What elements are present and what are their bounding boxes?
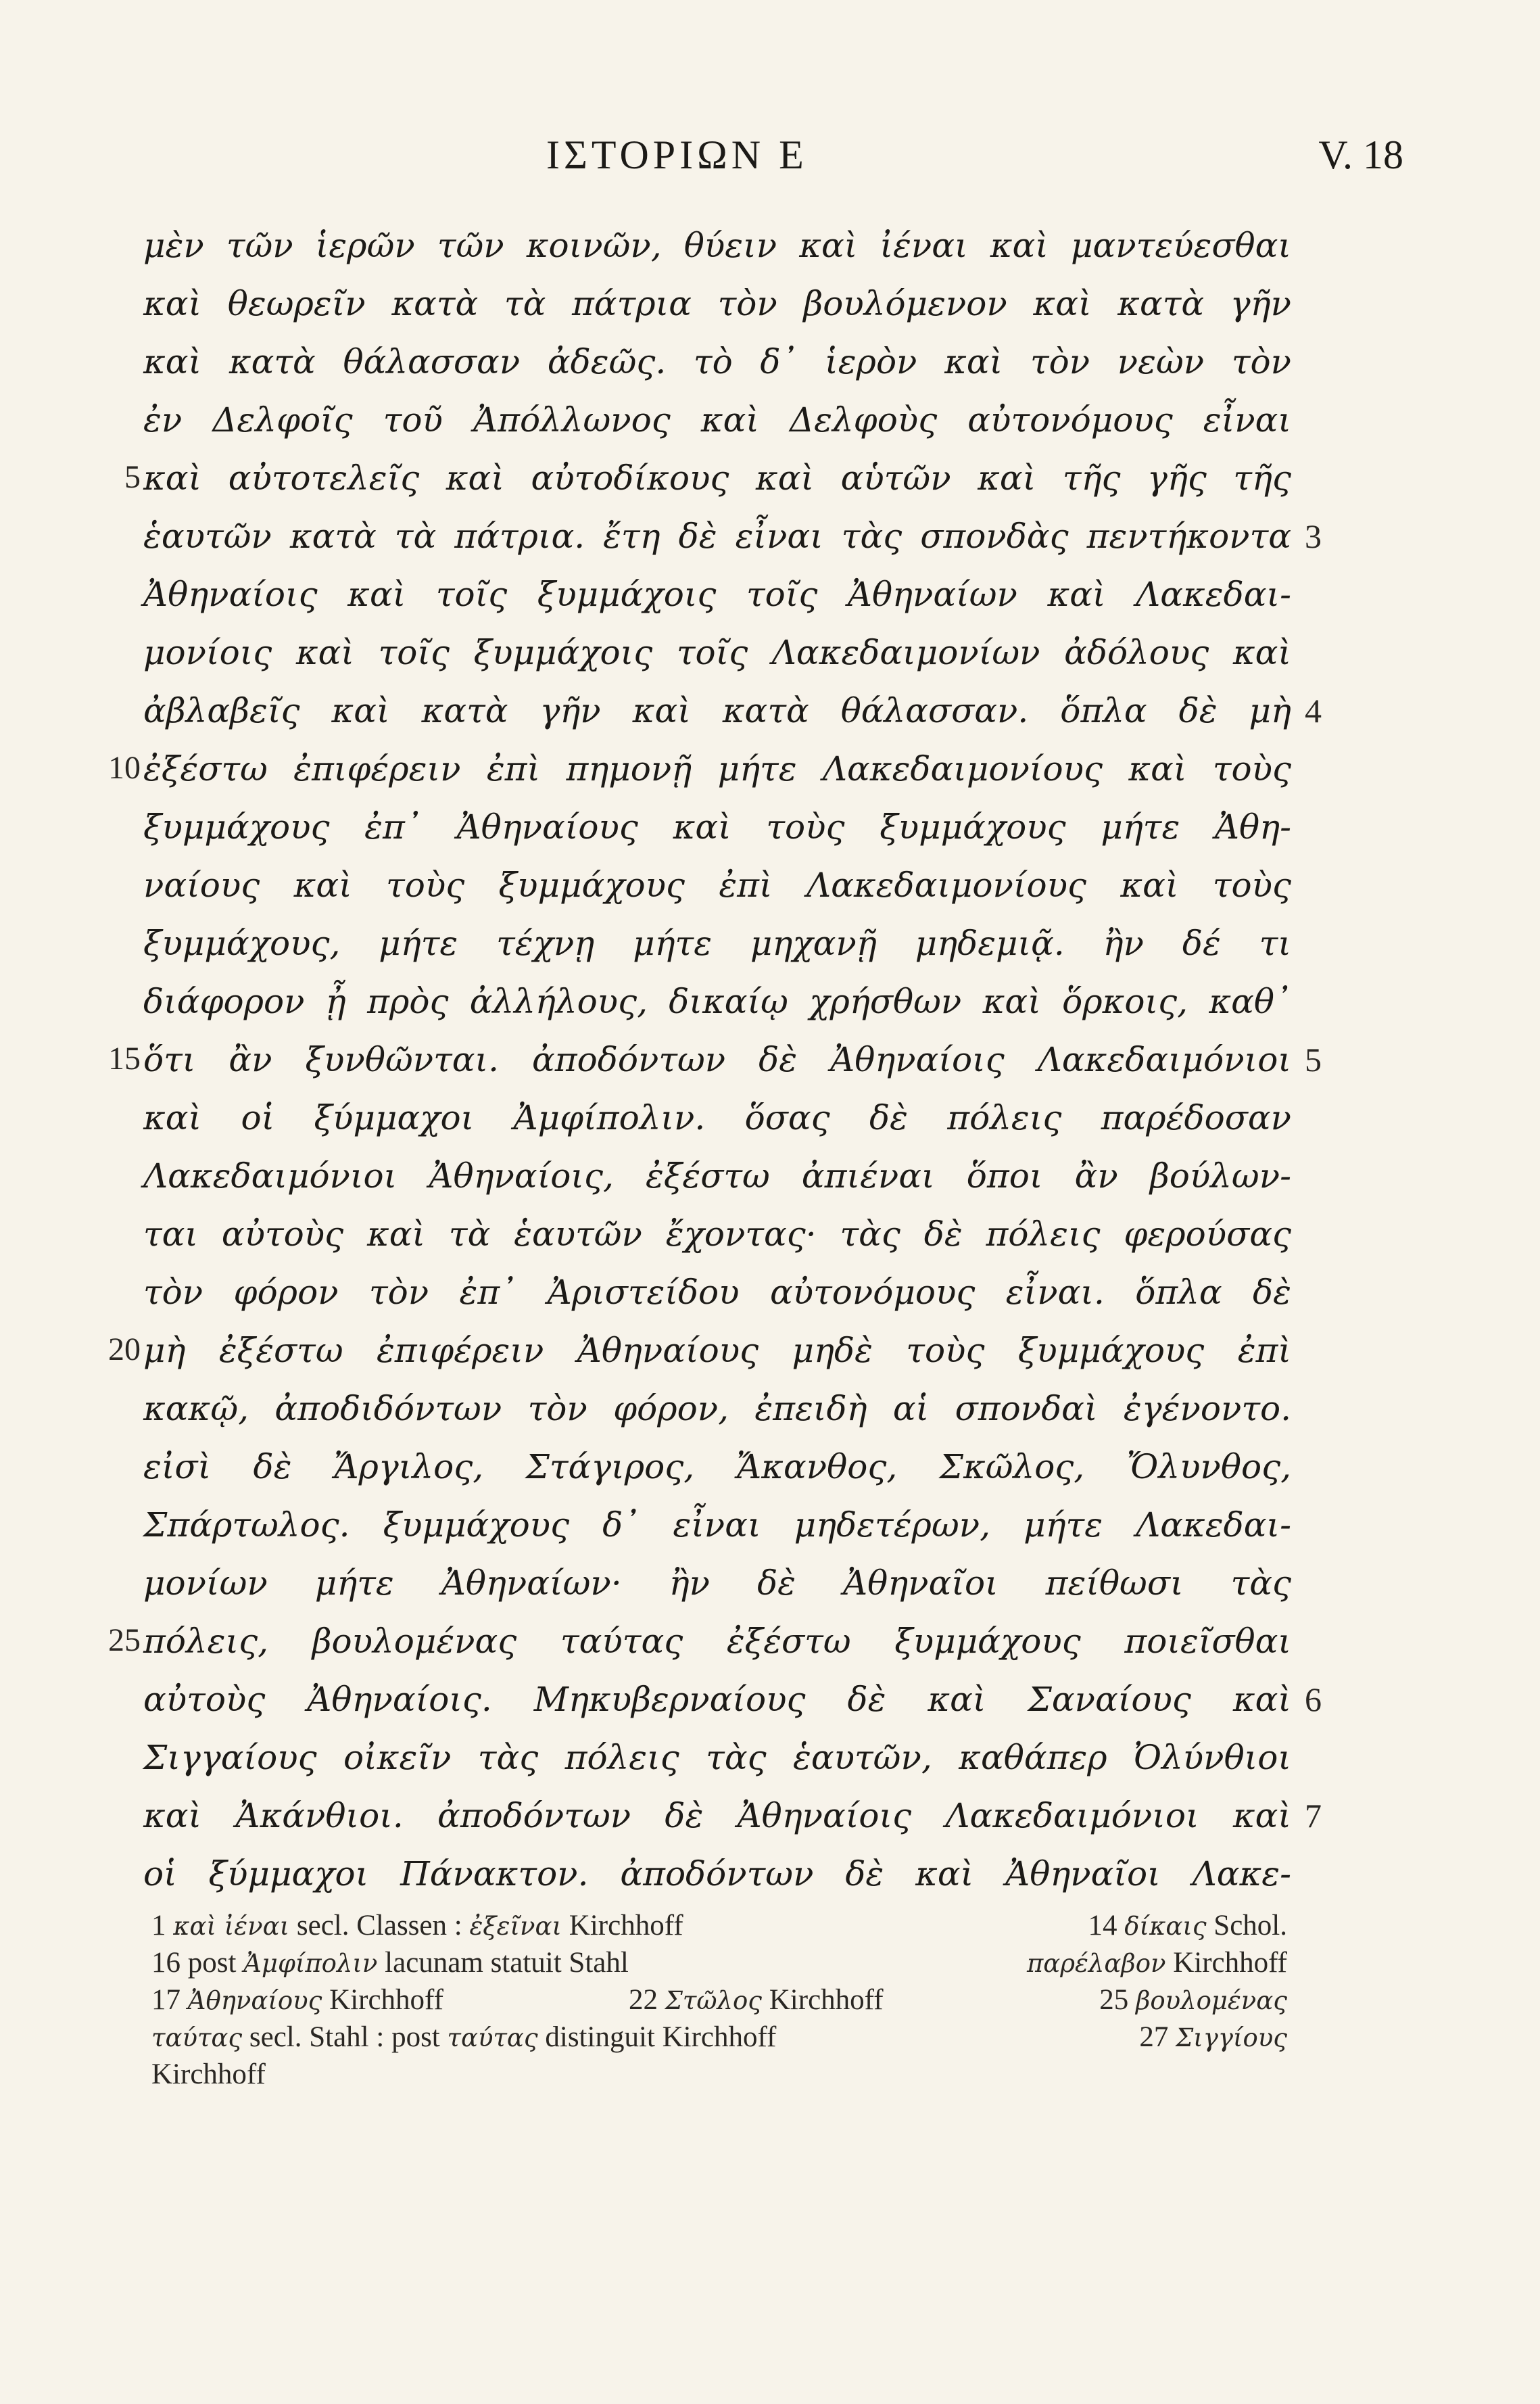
line-text: ξυμμάχους ἐπ᾽ Ἀθηναίους καὶ τοὺς ξυμμάχους μήτε Ἀθη- <box>143 807 1291 847</box>
line-text: τὸν φόρον τὸν ἐπ᾽ Ἀριστείδου αὐτονόμους εἶναι. ὅπλα δὲ <box>143 1273 1291 1312</box>
text-line <box>0 862 1540 920</box>
note-lemma: καὶ ἰέναι <box>173 1912 290 1941</box>
text-line <box>0 803 1540 862</box>
line-text: διάφορον ᾖ πρὸς ἀλλήλους, δικαίῳ χρήσθων καὶ ὅρκοις, καθ᾽ <box>143 982 1291 1021</box>
line-text: μὴ ἐξέστω ἐπιφέρειν Ἀθηναίους μηδὲ τοὺς ξυμμάχους ἐπὶ <box>143 1331 1291 1370</box>
text-line <box>0 1210 1540 1269</box>
note-text: Kirchhoff <box>762 1984 884 2016</box>
line-text: καὶ κατὰ θάλασσαν ἀδεῶς. τὸ δ᾽ ἱερὸν καὶ τὸν νεὼν τὸν <box>143 342 1291 381</box>
text-line <box>0 338 1540 396</box>
line-number: 25 <box>108 1622 141 1658</box>
text-line <box>0 454 1540 513</box>
note-text: post <box>181 1947 244 1979</box>
text-line <box>0 1443 1540 1501</box>
line-number: 15 <box>108 1041 141 1077</box>
note-lemma: Ἀμφίπολιν <box>243 1949 378 1978</box>
note-lemma: δίκαις <box>1124 1912 1207 1941</box>
line-text: κακῷ, ἀποδιδόντων τὸν φόρον, ἐπειδὴ αἱ σπονδαὶ ἐγένοντο. <box>143 1389 1291 1428</box>
running-header <box>0 132 1540 186</box>
line-text: καὶ οἱ ξύμμαχοι Ἀμφίπολιν. ὅσας δὲ πόλεις παρέδοσαν <box>143 1098 1291 1137</box>
line-number: 20 <box>108 1331 141 1367</box>
text-line <box>0 1501 1540 1559</box>
text-line <box>0 978 1540 1036</box>
note-ref: 17 <box>151 1984 181 2016</box>
critical-apparatus <box>151 1907 1287 2093</box>
text-line <box>0 571 1540 629</box>
line-text: Ἀθηναίοις καὶ τοῖς ξυμμάχοις τοῖς Ἀθηναίων καὶ Λακεδαι- <box>143 575 1291 614</box>
text-line <box>0 1269 1540 1327</box>
text-line <box>0 1036 1540 1094</box>
line-text: οἱ ξύμμαχοι Πάνακτον. ἀποδόντων δὲ καὶ Ἀθηναῖοι Λακε- <box>143 1854 1291 1893</box>
line-text: ἀβλαβεῖς καὶ κατὰ γῆν καὶ κατὰ θάλασσαν. ὅπλα δὲ μὴ <box>143 691 1291 730</box>
text-line <box>0 687 1540 745</box>
apparatus-line <box>151 2056 1287 2093</box>
line-number: 5 <box>124 459 141 495</box>
text-line <box>0 1618 1540 1676</box>
line-text: μὲν τῶν ἱερῶν τῶν κοινῶν, θύειν καὶ ἰέναι καὶ μαντεύεσθαι <box>143 226 1291 265</box>
line-text: μονίων μήτε Ἀθηναίων· ἢν δὲ Ἀθηναῖοι πείθωσι τὰς <box>143 1563 1291 1603</box>
text-line <box>0 513 1540 571</box>
note-lemma: βουλομένας <box>1136 1986 1287 2015</box>
section-number: 3 <box>1305 517 1322 555</box>
note-lemma: Σιγγίους <box>1176 2023 1287 2052</box>
text-line <box>0 1327 1540 1385</box>
text-line <box>0 629 1540 687</box>
line-text: καὶ Ἀκάνθιοι. ἀποδόντων δὲ Ἀθηναίοις Λακεδαιμόνιοι καὶ <box>143 1796 1291 1835</box>
note-ref: 25 <box>1099 1984 1129 2016</box>
note-lemma: ταύτας <box>151 2023 243 2052</box>
section-number: 5 <box>1305 1041 1322 1079</box>
note-lemma: ἐξεῖναι <box>469 1912 562 1941</box>
text-line <box>0 920 1540 978</box>
line-text: ὅτι ἂν ξυνθῶνται. ἀποδόντων δὲ Ἀθηναίοις Λακεδαιμόνιοι <box>143 1040 1291 1079</box>
text-line <box>0 1792 1540 1850</box>
note-ref: 1 <box>151 1910 166 1941</box>
line-number: 10 <box>108 750 141 786</box>
line-text: πόλεις, βουλομένας ταύτας ἐξέστω ξυμμάχους ποιεῖσθαι <box>143 1622 1291 1661</box>
page-title: ΙΣΤΟΡΙΩΝ Ε <box>546 133 808 177</box>
line-text: ἑαυτῶν κατὰ τὰ πάτρια. ἔτη δὲ εἶναι τὰς σπονδὰς πεντήκοντα <box>143 517 1291 556</box>
line-text: εἰσὶ δὲ Ἄργιλος, Στάγιρος, Ἄκανθος, Σκῶλος, Ὄλυνθος, <box>143 1447 1291 1486</box>
text-line <box>0 1385 1540 1443</box>
line-text: ναίους καὶ τοὺς ξυμμάχους ἐπὶ Λακεδαιμονίους καὶ τοὺς <box>143 866 1291 905</box>
line-text: μονίοις καὶ τοῖς ξυμμάχοις τοῖς Λακεδαιμονίων ἀδόλους καὶ <box>143 633 1291 672</box>
section-number: 7 <box>1305 1797 1322 1835</box>
text-line <box>0 222 1540 280</box>
text-line <box>0 1094 1540 1152</box>
line-text: καὶ αὐτοτελεῖς καὶ αὐτοδίκους καὶ αὑτῶν καὶ τῆς γῆς τῆς <box>143 458 1291 498</box>
note-text: Kirchhoff <box>322 1984 443 2016</box>
section-number: 6 <box>1305 1680 1322 1718</box>
text-line <box>0 1152 1540 1210</box>
text-line <box>0 1734 1540 1792</box>
line-text: ξυμμάχους, μήτε τέχνῃ μήτε μηχανῇ μηδεμιᾷ. ἢν δέ τι <box>143 924 1291 963</box>
apparatus-line <box>151 1907 1287 1944</box>
note-text: secl. Stahl : post <box>242 2021 448 2053</box>
text-line <box>0 1850 1540 1908</box>
note-text: secl. Classen : <box>289 1910 470 1941</box>
note-text: distinguit Kirchhoff <box>537 2021 777 2053</box>
text-line <box>0 1559 1540 1618</box>
chapter-reference: V. 18 <box>1318 133 1403 177</box>
text-line <box>0 280 1540 338</box>
apparatus-line <box>151 1944 1287 1981</box>
line-text: Λακεδαιμόνιοι Ἀθηναίοις, ἐξέστω ἀπιέναι ὅποι ἂν βούλων- <box>143 1156 1291 1196</box>
apparatus-line <box>151 1981 1287 2019</box>
line-text: ἐν Δελφοῖς τοῦ Ἀπόλλωνος καὶ Δελφοὺς αὐτονόμους εἶναι <box>143 400 1291 440</box>
line-text: Σιγγαίους οἰκεῖν τὰς πόλεις τὰς ἑαυτῶν, καθάπερ Ὀλύνθιοι <box>143 1738 1291 1777</box>
note-ref: 14 <box>1088 1910 1117 1941</box>
note-text: Kirchhoff <box>562 1910 683 1941</box>
line-text: καὶ θεωρεῖν κατὰ τὰ πάτρια τὸν βουλόμενον καὶ κατὰ γῆν <box>143 284 1291 323</box>
text-line <box>0 745 1540 803</box>
note-lemma: Στῶλος <box>665 1986 762 2015</box>
section-number: 4 <box>1305 692 1322 730</box>
line-text: αὐτοὺς Ἀθηναίοις. Μηκυβερναίους δὲ καὶ Σαναίους καὶ <box>143 1680 1291 1719</box>
line-text: ἐξέστω ἐπιφέρειν ἐπὶ πημονῇ μήτε Λακεδαιμονίους καὶ τοὺς <box>143 749 1291 788</box>
note-text: Schol. <box>1206 1910 1287 1941</box>
text-line <box>0 1676 1540 1734</box>
note-lemma: παρέλαβον <box>1026 1949 1166 1978</box>
note-text: Kirchhoff <box>151 2058 266 2090</box>
note-text: Kirchhoff <box>1165 1947 1287 1979</box>
text-line <box>0 396 1540 454</box>
note-ref: 22 <box>629 1984 658 2016</box>
line-text: Σπάρτωλος. ξυμμάχους δ᾽ εἶναι μηδετέρων, μήτε Λακεδαι- <box>143 1505 1291 1545</box>
note-lemma: Ἀθηναίους <box>187 1986 322 2015</box>
note-lemma: ταύτας <box>447 2023 538 2052</box>
note-text: lacunam statuit Stahl <box>377 1947 629 1979</box>
apparatus-line <box>151 2019 1287 2056</box>
line-text: ται αὐτοὺς καὶ τὰ ἑαυτῶν ἔχοντας· τὰς δὲ πόλεις φερούσας <box>143 1215 1291 1254</box>
note-ref: 16 <box>151 1947 181 1979</box>
note-ref: 27 <box>1139 2021 1169 2053</box>
